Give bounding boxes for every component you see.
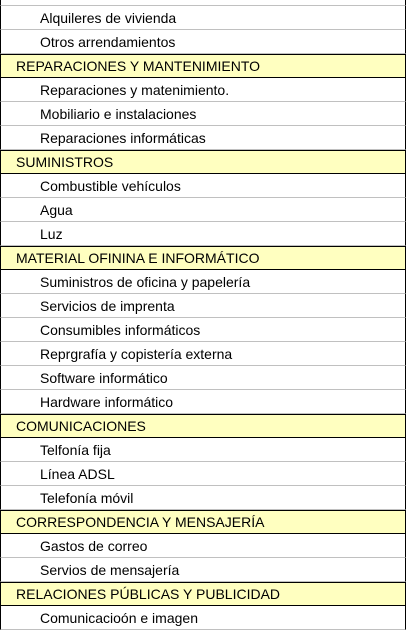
category-header-row[interactable] bbox=[0, 246, 406, 270]
expense-item-row[interactable] bbox=[0, 486, 406, 510]
category-header-row[interactable] bbox=[0, 582, 406, 606]
expense-item-row[interactable] bbox=[0, 558, 406, 582]
category-header-row[interactable] bbox=[0, 414, 406, 438]
category-label: SUMINISTROS bbox=[16, 154, 114, 170]
category-header-row[interactable] bbox=[0, 150, 406, 174]
expense-item-row[interactable] bbox=[0, 222, 406, 246]
item-label: Hardware informático bbox=[40, 393, 174, 410]
item-label: Reparaciones y matenimiento. bbox=[40, 81, 230, 98]
category-label: MATERIAL OFININA E INFORMÁTICO bbox=[16, 250, 260, 266]
expense-item-row[interactable] bbox=[0, 462, 406, 486]
item-label: Software informático bbox=[40, 369, 168, 386]
item-label: Comunicacioón e imagen bbox=[40, 609, 198, 626]
expense-item-row[interactable] bbox=[0, 294, 406, 318]
item-label: Combustible vehículos bbox=[40, 177, 181, 194]
item-label: Reprgrafía y copistería externa bbox=[40, 345, 233, 362]
expense-item-row[interactable] bbox=[0, 78, 406, 102]
expense-item-row[interactable] bbox=[0, 30, 406, 54]
category-label: CORRESPONDENCIA Y MENSAJERÍA bbox=[16, 514, 265, 530]
item-label: Mobiliario e instalaciones bbox=[40, 105, 197, 122]
category-label: COMUNICACIONES bbox=[16, 418, 146, 434]
category-label: REPARACIONES Y MANTENIMIENTO bbox=[16, 58, 261, 74]
item-label: Alquileres de vivienda bbox=[40, 9, 177, 26]
expense-item-row[interactable] bbox=[0, 102, 406, 126]
expense-item-row[interactable] bbox=[0, 534, 406, 558]
expense-item-row[interactable] bbox=[0, 606, 406, 630]
item-label: Reparaciones informáticas bbox=[40, 129, 206, 146]
item-label: Otros arrendamientos bbox=[40, 33, 176, 50]
expense-item-row[interactable] bbox=[0, 318, 406, 342]
category-header-row[interactable] bbox=[0, 510, 406, 534]
expense-item-row[interactable] bbox=[0, 366, 406, 390]
item-label: Línea ADSL bbox=[40, 465, 115, 482]
expense-item-row[interactable] bbox=[0, 174, 406, 198]
expense-item-row[interactable] bbox=[0, 270, 406, 294]
item-label: Telefonía móvil bbox=[40, 489, 134, 506]
item-label: Telfonía fija bbox=[40, 441, 111, 458]
item-label: Consumibles informáticos bbox=[40, 321, 201, 338]
expense-item-row[interactable] bbox=[0, 6, 406, 30]
item-label: Suministros de oficina y papelería bbox=[40, 273, 251, 290]
item-label: Luz bbox=[40, 225, 63, 242]
item-label: Agua bbox=[40, 201, 73, 218]
item-label: Servios de mensajería bbox=[40, 561, 180, 578]
category-header-row[interactable] bbox=[0, 54, 406, 78]
expense-item-row[interactable] bbox=[0, 438, 406, 462]
expense-item-row[interactable] bbox=[0, 342, 406, 366]
category-label: RELACIONES PÚBLICAS Y PUBLICIDAD bbox=[16, 586, 281, 602]
item-label: Gastos de correo bbox=[40, 537, 148, 554]
expense-item-row[interactable] bbox=[0, 126, 406, 150]
item-label: Servicios de imprenta bbox=[40, 297, 175, 314]
expense-item-row[interactable] bbox=[0, 198, 406, 222]
expense-item-row[interactable] bbox=[0, 390, 406, 414]
